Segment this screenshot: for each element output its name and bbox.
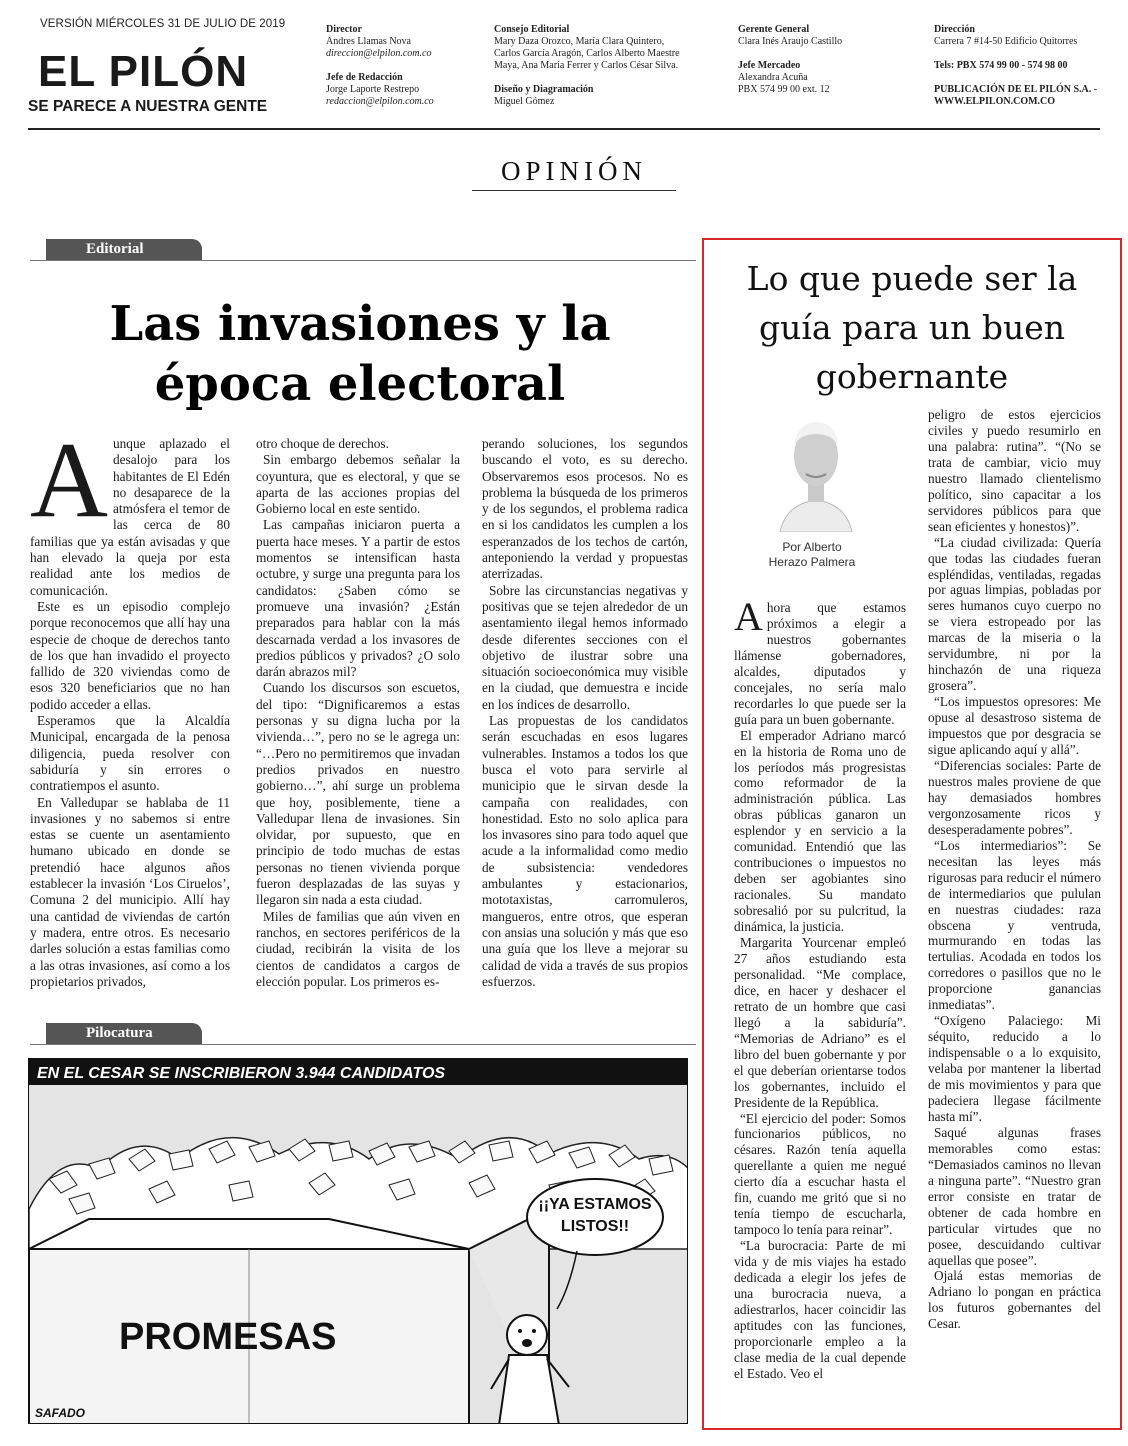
opinion-headline [712, 254, 1112, 401]
staff-role: Director [326, 24, 362, 35]
paragraph: “La burocracia: Parte de mi vida y de mis viajes ha estado dedicada a elegir los jefes de una burocracia nueva, a adiestrarlos, hacer coincidir las aptitudes con las funciones, proporcionarle empleo a la clase media de la cual depende el Estado. Veo el [734, 1238, 906, 1381]
staff-consejo-block [494, 24, 680, 108]
cartoonist-signature: SAFADO [35, 1406, 86, 1420]
staff-email: direccion@elpilon.com.co [326, 48, 432, 59]
editorial-column-3 [482, 436, 688, 990]
editorial-column-2 [256, 436, 460, 990]
cartoon-bubble-line-2: LISTOS!! [560, 1218, 630, 1235]
paragraph: Margarita Yourcenar empleó 27 años estudiando esta personalidad. “Me complace, dice, en hacer y deshacer el retrato de un hombre que casi llegó a la sabiduría”. “Memorias de Adriano” es el libro del buen gobernante y por el que deberían orientarse todos los gobernantes, incluido el Presidente de la República. [734, 935, 906, 1110]
paragraph: Las campañas iniciaron puerta a puerta hace meses. Y a partir de estos momentos se intensifican hasta octubre, y surge una pregunta para los candidatos: ¿Saben cómo se promueve una invasión? ¿Están preparados para hablar con la más descarnada verdad a los invasores de predios públicos y privados? ¿O solo darán abrazos mil? [256, 517, 460, 680]
staff-direccion-block [934, 24, 1097, 108]
cartoon-box-label: PROMESAS [119, 1316, 337, 1358]
headline-line: Lo que puede ser la [746, 259, 1078, 298]
editorial-column-1 [30, 421, 230, 990]
byline-line: Herazo Palmera [768, 555, 856, 569]
opinion-column-2 [928, 407, 1101, 1332]
paragraph: Ojalá estas memorias de Adriano lo pongan en práctica los futuros gobernantes del Cesar. [928, 1268, 1101, 1332]
paragraph: El emperador Adriano marcó en la historia de Roma uno de los períodos más progresistas como reformador de la administración pública. Las obras públicas ganaron un esplendor y en servicio a la comunidad. Entendió que las contribuciones o impuestos no deben ser agobiantes sino racionales. Su mandato sobresalió por su pulcritud, la dinámica, la justicia. [734, 727, 906, 935]
staff-address: Carrera 7 #14-50 Edificio Quitorres [934, 36, 1078, 47]
staff-role: Jefe Mercadeo [738, 60, 801, 71]
cartoon-bubble-line-1: ¡¡YA ESTAMOS [538, 1196, 652, 1213]
staff-role: Jefe de Redacción [326, 72, 403, 83]
paragraph: peligro de estos ejercicios civiles y puedo resumirlo en una palabra: rutina”. “(No se trata de cambiar, vicio muy nuestro llamado clientelismo político, sino capacitar a los servidores públicos para que sean eficientes y honestos)”. [928, 407, 1101, 534]
opinion-column-1 [734, 594, 906, 1382]
paragraph: Cuando los discursos son escuetos, del tipo: “Dignificaremos a estas personas y su digna lucha por la vivienda…”, pero no se le agrega un: “…Pero no permitiremos que invadan predios privados en nuestro gobierno…”, ahí surge un problema que hoy, posiblemente, tiene a Valledupar llena de invasiones. Sin olvidar, por supuesto, que en principio de todo muchas de estas personas no tienen vivienda porque fueron desplazadas de las suyas y llegaron sin nada a esta ciudad. [256, 680, 460, 908]
staff-role: Consejo Editorial [494, 24, 570, 35]
editorial-tab: Editorial [46, 239, 202, 260]
edition-date: VERSIÓN MIÉRCOLES 31 DE JULIO DE 2019 [40, 18, 286, 30]
paragraph: Sin embargo debemos señalar la coyuntura, que es electoral, y que se aparta de las acciones propias del Gobierno local en este sentido. [256, 452, 460, 517]
paragraph: Este es un episodio complejo porque reconocemos que allí hay una especie de choque de derechos tanto de los que han invadido el proyecto fallido de 320 viviendas como de esos 320 beneficiarios que no han podido acceder a ellas. [30, 598, 230, 712]
drop-cap: A [30, 421, 108, 540]
publisher-line: PUBLICACIÓN DE EL PILÓN S.A. - [934, 84, 1098, 95]
staff-role: Dirección [934, 24, 975, 35]
masthead [28, 14, 1100, 130]
newspaper-logo: EL PILÓN [38, 47, 249, 96]
paragraph: unque aplazado el desalojo para los habitantes de El Edén no desaparece de la atmósfera el temor de las cerca de 80 familias que ya están avisadas y que han elevado la queja por esta realidad ante los medios de comunicación. [30, 436, 230, 598]
byline-line: Por Alberto [782, 540, 842, 554]
staff-director-block [326, 24, 434, 108]
editorial-tab-rule [30, 260, 696, 261]
paragraph: “Los intermediarios”: Se necesitan las leyes más rigurosas para reducir el número de intermediarios que pululan en nuestras ciudades: raza obscena y ventruda, murmurando en todas las tertulias. Acodada en todos los corredores o pasillos que no le proporcione ganancias inmediatas”. [928, 837, 1101, 1013]
paragraph: En Valledupar se hablaba de 11 invasiones y no sabemos si entre estas se cuente un asentamiento humano ubicado en donde se pretendió hace algunos años establecer la invasión ‘Los Ciruelos’, Comuna 2 del municipio. Allí hay una cantidad de viviendas de cartón y madera, entre otros. Es necesario darles solución a estas familias como a las otras invasiones, así como a los propietarios privados, [30, 794, 230, 989]
paragraph: Las propuestas de los candidatos serán escuchadas en esos lugares vulnerables. Instamos a todos los que busca el voto para servirle al municipio que le sirvan desde la campaña con realidades, con honestidad. Esto no solo aplica para los invasores sino para todo aquel que acude a la informalidad como medio de subsistencia: vendedores ambulantes y estacionarios, mototaxistas, carromuleros, mangueros, entre otros, que esperan con ansias una solución y más que eso una guía que los lleve a mejorar su calidad de vida a través de sus propios esfuerzos. [482, 713, 688, 989]
cartoon-drawing [29, 1059, 688, 1424]
paragraph: “Diferencias sociales: Parte de nuestros males proviene de que hay demasiados hombres vergonzosamente ricos y desesperadamente pobres”. [928, 757, 1101, 837]
staff-role: Diseño y Diagramación [494, 84, 594, 95]
cartoon-banner: EN EL CESAR SE INSCRIBIERON 3.944 CANDIDATOS [37, 1065, 446, 1082]
staff-name: Andres Llamas Nova [326, 36, 411, 47]
staff-name: Clara Inés Araujo Castillo [738, 36, 843, 47]
website-line: WWW.ELPILON.COM.CO [934, 96, 1056, 107]
headline-line: época electoral [154, 356, 566, 412]
headline-line: gobernante [815, 357, 1009, 396]
staff-phone: Tels: PBX 574 99 00 - 574 98 00 [934, 60, 1068, 71]
editorial-headline [30, 294, 690, 414]
staff-name: Maya, Ana María Ferrer y Carlos César Silva. [494, 60, 679, 71]
paragraph: Sobre las circunstancias negativas y positivas que se tejen alrededor de un asentamiento ilegal hemos informado desde diferentes secciones con el objetivo de ilustrar sobre una situación socioeconómica muy visible en la ciudad, que demuestra e incide en los índices de desarrollo. [482, 582, 688, 712]
paragraph: Esperamos que la Alcaldía Municipal, encargada de la penosa diligencia, pueda resolver con sabiduría y sin errores o contratiempos el asunto. [30, 713, 230, 794]
paragraph: “Oxígeno Palaciego: Mi séquito, reducido a lo indispensable o a lo exquisito, velaba por mantener la libertad de mis movimientos y para que padeciera llegase fácilmente hasta mí”. [928, 1013, 1101, 1124]
staff-role: Gerente General [738, 24, 810, 35]
staff-email: redaccion@elpilon.com.co [326, 96, 434, 107]
author-photo [776, 408, 856, 532]
staff-name: Jorge Laporte Restrepo [326, 84, 420, 95]
paragraph: “Los impuestos opresores: Me opuse al desastroso sistema de impuestos que por desgracia se sigue aplicando aquí y allá”. [928, 694, 1101, 758]
headline-line: guía para un buen [759, 308, 1065, 347]
staff-gerencia-block [738, 24, 842, 96]
drop-cap: A [734, 594, 763, 639]
paragraph: perando soluciones, los segundos buscando el voto, es su derecho. Observaremos esos procesos. No es problema la búsqueda de los primeros y de los segundos, el problema radica en si los candidatos les cumplen a los esperanzados de los techos de cartón, anteponiendo la verdad y propuestas aterrizadas. [482, 436, 688, 582]
paragraph: Miles de familias que aún viven en ranchos, en sectores periféricos de la ciudad, recibirán la visita de los cientos de candidatos a cargos de elección popular. Los primeros es- [256, 908, 460, 989]
section-title: OPINIÓN [501, 156, 647, 186]
staff-name: Miguel Gómez [494, 96, 555, 107]
editorial-cartoon [28, 1058, 688, 1424]
staff-name: Carlos García Aragón, Carlos Alberto Maestre [494, 48, 680, 59]
paragraph: “El ejercicio del poder: Somos funcionarios públicos, no césares. Razón tenía aquella querellante a quien me negué cierto día a escuchar hasta el fin, cuando me gritó que si no tenía tiempo de escucharla, tampoco lo tenía para reinar”. [734, 1110, 906, 1238]
paragraph: otro choque de derechos. [256, 436, 389, 451]
masthead-rule [28, 128, 1100, 130]
section-rule [472, 190, 676, 191]
staff-name: Mary Daza Orozco, María Clara Quintero, [494, 36, 665, 47]
slogan: SE PARECE A NUESTRA GENTE [28, 98, 268, 115]
paragraph: “La ciudad civilizada: Quería que todas las ciudades fueran espléndidas, ventiladas, regadas por aguas limpias, pobladas por seres humanos cuyo cuerpo no se viera estropeado por las marcas de la miseria o la servidumbre, ni por la hinchazón de una riqueza grosera”. [928, 534, 1101, 694]
paragraph: hora que estamos próximos a elegir a nuestros gobernantes llámense gobernadores, alcaldes, diputados y concejales, no sería malo recordarles lo que puede ser la guía para un buen gobernante. [734, 600, 906, 727]
pilocatura-tab: Pilocatura [46, 1023, 202, 1044]
author-byline [742, 540, 882, 570]
headline-line: Las invasiones y la [109, 296, 611, 352]
pilocatura-tab-rule [30, 1044, 696, 1045]
staff-name: Alexandra Acuña [738, 72, 808, 83]
staff-phone: PBX 574 99 00 ext. 12 [738, 84, 830, 95]
paragraph: Saqué algunas frases memorables como estas: “Demasiados caminos no llevan a ninguna parte”. “Nuestro gran error consiste en tratar de obtener de cada hombre en particular virtudes que no posee, descuidando cultivar aquellas que posee”. [928, 1124, 1101, 1268]
